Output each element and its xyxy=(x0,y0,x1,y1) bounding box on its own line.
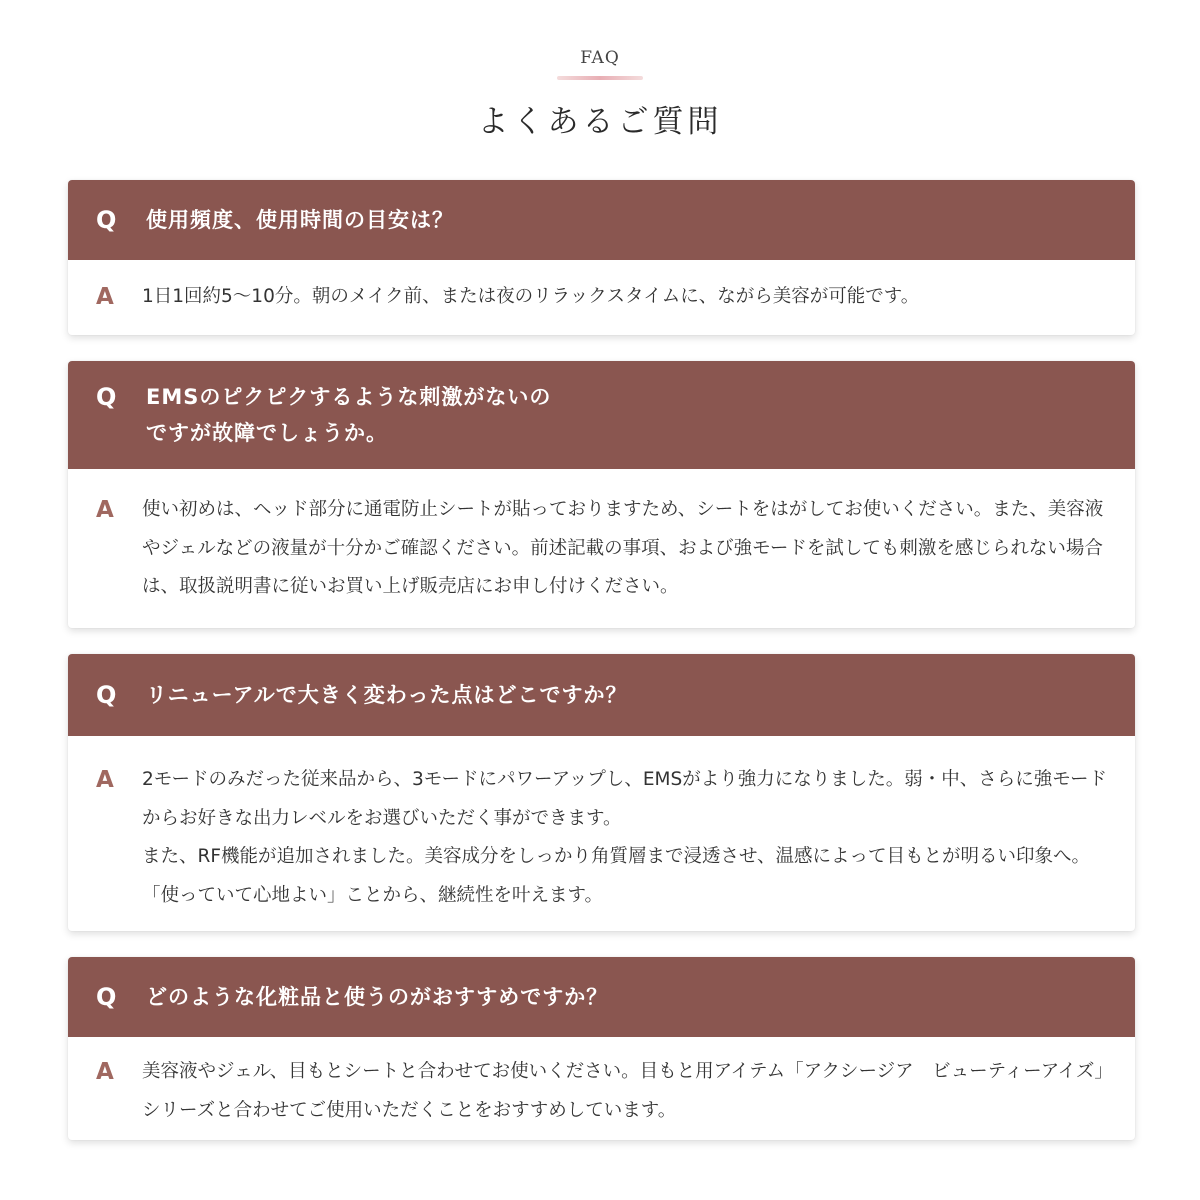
question-mark: Q xyxy=(96,206,117,234)
answer-text xyxy=(142,278,919,317)
answer-paragraph: 美容液やジェル、目もとシートと合わせてお使いください。目もと用アイテム「アクシージア ビューティーアイズ」シリーズと合わせてご使用いただくことをおすすめしています。 xyxy=(142,1061,1104,1121)
faq-item-recommended-cosmetics xyxy=(68,957,1135,1140)
answer-paragraph: また、RF機能が追加されました。美容成分をしっかり角質層まで浸透させ、温感によって目もとが明るい印象へ。「使っていて心地よい」ことから、継続性を叶えます。 xyxy=(142,846,1090,906)
question-text: 使用頻度、使用時間の目安は？ xyxy=(146,208,454,232)
question-row xyxy=(68,654,1135,736)
question-row xyxy=(68,361,1135,469)
answer-text xyxy=(142,1053,1107,1130)
answer-paragraph: 使い初めは、ヘッド部分に通電防止シートが貼っておりますため、シートをはがしてお使いください。また、美容液やジェルなどの液量が十分かご確認ください。前述記載の事項、および強モードを試しても刺激を感じられない場合は、取扱説明書に従いお買い上げ販売店にお申し付けください。 xyxy=(142,499,1104,597)
eyebrow-underline xyxy=(557,76,643,80)
faq-list xyxy=(68,180,1135,1140)
answer-text xyxy=(142,491,1107,607)
question-text: EMSのピクピクするような刺激がないの ですが故障でしょうか。 xyxy=(146,385,552,445)
answer-mark: A xyxy=(96,284,114,310)
answer-mark: A xyxy=(96,497,114,523)
question-mark: Q xyxy=(96,983,117,1011)
page-title: よくあるご質問 xyxy=(477,104,723,140)
faq-item-usage-frequency xyxy=(68,180,1135,335)
faq-item-ems-stimulus xyxy=(68,361,1135,628)
faq-header xyxy=(0,46,1200,142)
question-text: リニューアルで大きく変わった点はどこですか？ xyxy=(146,683,628,707)
answer-row xyxy=(68,736,1135,915)
answer-mark: A xyxy=(96,1059,114,1085)
answer-mark: A xyxy=(96,767,114,793)
answer-row xyxy=(68,260,1135,317)
question-mark: Q xyxy=(96,681,117,709)
question-row xyxy=(68,957,1135,1037)
answer-row xyxy=(68,469,1135,607)
answer-paragraph: 1日1回約5～10分。朝のメイク前、または夜のリラックスタイムに、ながら美容が可能です。 xyxy=(142,286,920,307)
answer-text xyxy=(142,761,1107,915)
section-eyebrow: FAQ xyxy=(580,48,620,68)
question-mark: Q xyxy=(96,383,117,411)
answer-row xyxy=(68,1037,1135,1130)
question-row xyxy=(68,180,1135,260)
question-text: どのような化粧品と使うのがおすすめですか？ xyxy=(146,985,609,1009)
answer-paragraph: 2モードのみだった従来品から、3モードにパワーアップし、EMSがより強力になりました。弱・中、さらに強モードからお好きな出力レベルをお選びいただく事ができます。 xyxy=(142,769,1107,829)
faq-item-renewal-changes xyxy=(68,654,1135,931)
